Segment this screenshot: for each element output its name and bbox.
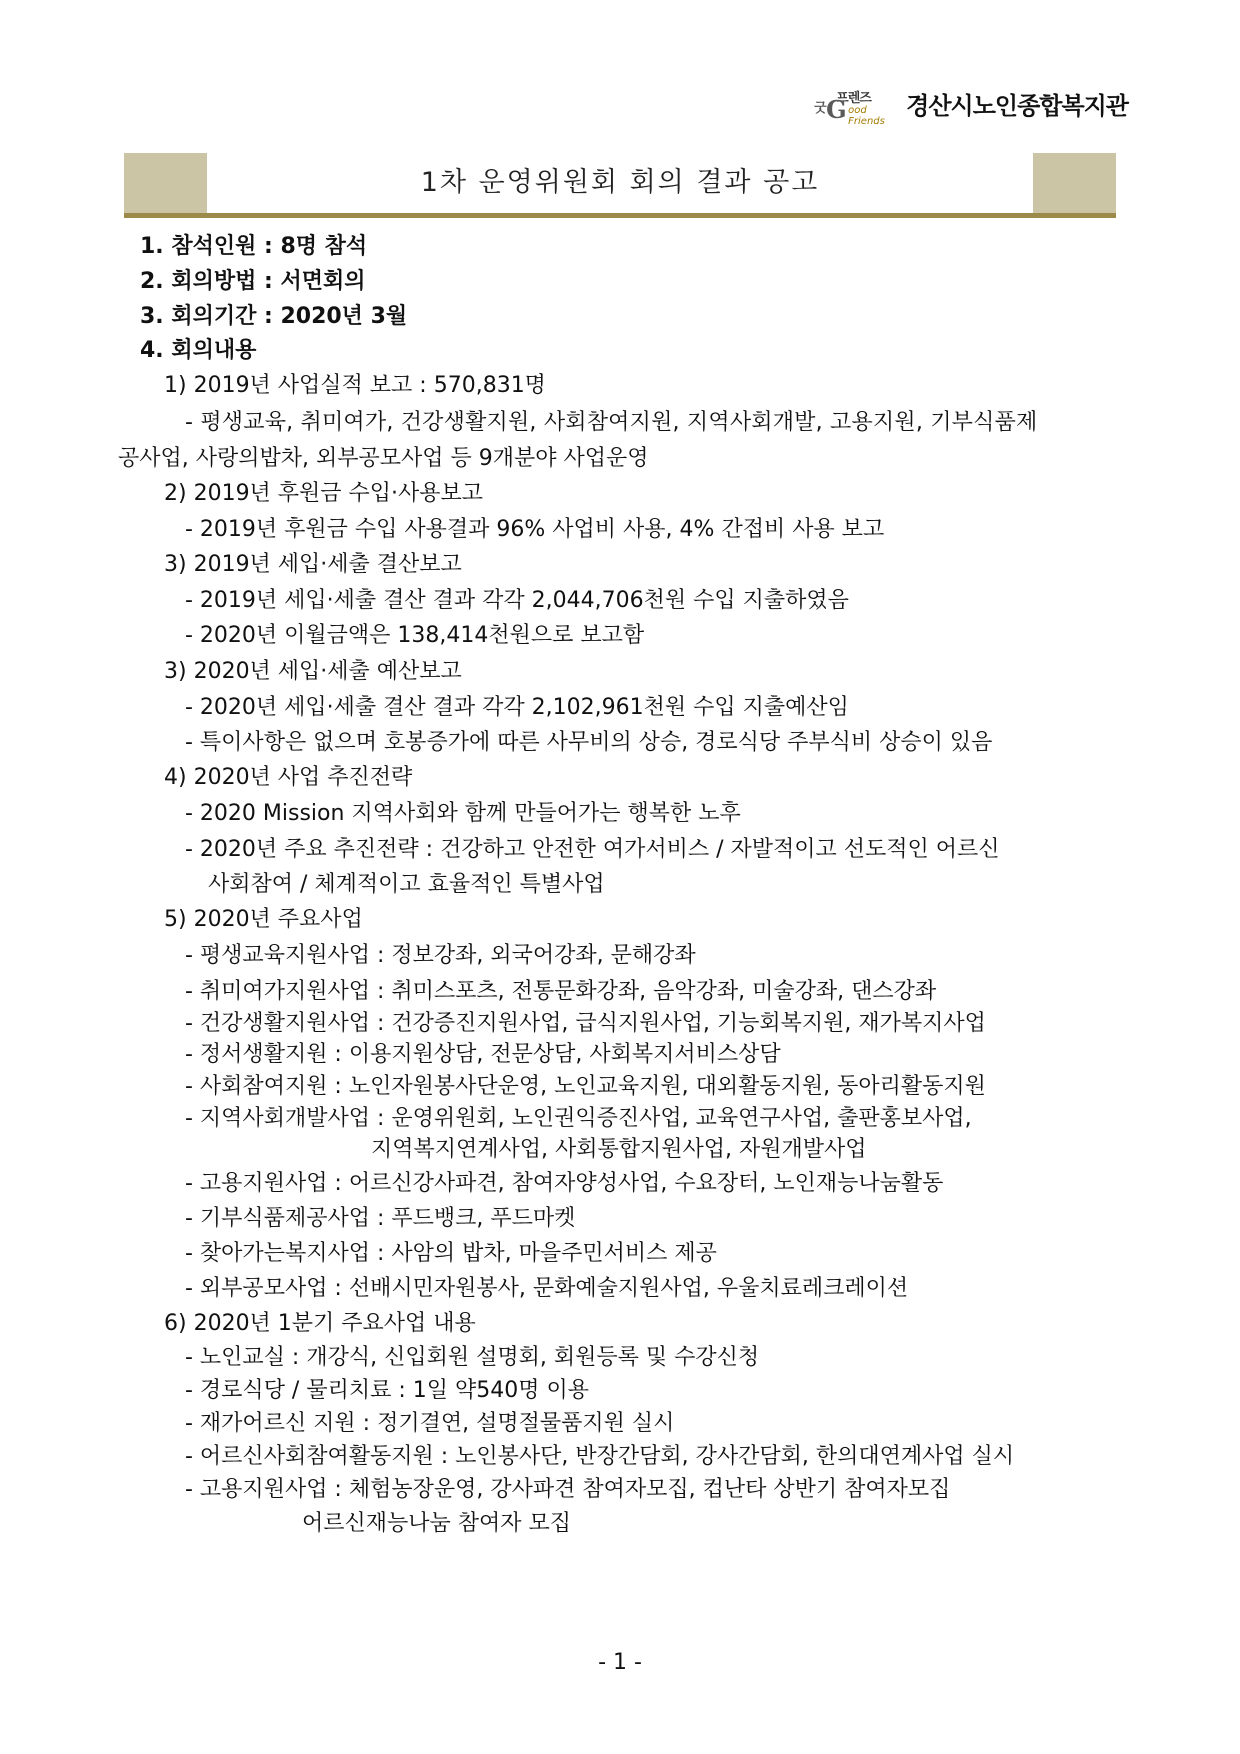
- good-friends-logo-icon: [814, 87, 900, 127]
- section-line: - 건강생활지원사업 : 건강증진지원사업, 급식지원사업, 기능회복지원, 재가복지사업: [185, 1011, 986, 1036]
- section-line: - 2019년 후원금 수입 사용결과 96% 사업비 사용, 4% 간접비 사용 보고: [185, 517, 885, 542]
- section-heading: 3) 2019년 세입·세출 결산보고: [164, 552, 462, 577]
- section-heading: 5) 2020년 주요사업: [164, 907, 363, 932]
- logo-side-text: 굿: [814, 100, 827, 116]
- section-line: - 고용지원사업 : 어르신강사파견, 참여자양성사업, 수요장터, 노인재능나눔활동: [185, 1171, 944, 1196]
- section-line: - 평생교육, 취미여가, 건강생활지원, 사회참여지원, 지역사회개발, 고용지원, 기부식품제: [185, 410, 1038, 435]
- section-heading: 3) 2020년 세입·세출 예산보고: [164, 659, 462, 684]
- section-line: - 사회참여지원 : 노인자원봉사단운영, 노인교육지원, 대외활동지원, 동아리활동지원: [185, 1074, 986, 1099]
- section-line: 지역복지연계사업, 사회통합지원사업, 자원개발사업: [371, 1137, 867, 1162]
- section-line: - 2019년 세입·세출 결산 결과 각각 2,044,706천원 수입 지출하였음: [185, 588, 849, 613]
- logo-small-text: 프렌즈: [836, 90, 871, 106]
- section-line: - 2020 Mission 지역사회와 함께 만들어가는 행복한 노후: [185, 801, 741, 826]
- section-line: - 2020년 주요 추진전략 : 건강하고 안전한 여가서비스 / 자발적이고 선도적인 어르신: [185, 837, 1000, 862]
- section-line: - 외부공모사업 : 선배시민자원봉사, 문화예술지원사업, 우울치료레크레이션: [185, 1276, 909, 1301]
- section-heading: 2) 2019년 후원금 수입·사용보고: [164, 481, 484, 506]
- section-heading: 1) 2019년 사업실적 보고 : 570,831명: [164, 373, 546, 398]
- item-attendees: 1. 참석인원 : 8명 참석: [140, 234, 368, 259]
- section-heading: 6) 2020년 1분기 주요사업 내용: [164, 1311, 476, 1336]
- item-period: 3. 회의기간 : 2020년 3월: [140, 304, 408, 329]
- page-number: - 1 -: [598, 1650, 642, 1675]
- section-line: - 2020년 이월금액은 138,414천원으로 보고함: [185, 623, 645, 648]
- section-line: - 2020년 세입·세출 결산 결과 각각 2,102,961천원 수입 지출예산임: [185, 695, 849, 720]
- logo-big-letter: G: [826, 94, 847, 124]
- section-line: - 취미여가지원사업 : 취미스포츠, 전통문화강좌, 음악강좌, 미술강좌, 댄스강좌: [185, 979, 937, 1004]
- section-line: - 특이사항은 없으며 호봉증가에 따른 사무비의 상승, 경로식당 주부식비 상승이 있음: [185, 730, 993, 755]
- section-line: 공사업, 사랑의밥차, 외부공모사업 등 9개분야 사업운영: [118, 446, 649, 471]
- section-line: - 찾아가는복지사업 : 사암의 밥차, 마을주민서비스 제공: [185, 1241, 717, 1266]
- section-line: - 재가어르신 지원 : 정기결연, 설명절물품지원 실시: [185, 1411, 675, 1436]
- org-logo: [814, 86, 1128, 127]
- section-line: - 노인교실 : 개강식, 신입회원 설명회, 회원등록 및 수강신청: [185, 1345, 760, 1370]
- item-method: 2. 회의방법 : 서면회의: [140, 269, 366, 294]
- title-bar: [124, 153, 1116, 218]
- section-heading: 4) 2020년 사업 추진전략: [164, 765, 413, 790]
- org-name: 경산시노인종합복지관: [906, 92, 1128, 120]
- section-line: - 어르신사회참여활동지원 : 노인봉사단, 반장간담회, 강사간담회, 한의대연계사업 실시: [185, 1444, 1015, 1469]
- section-line: - 정서생활지원 : 이용지원상담, 전문상담, 사회복지서비스상담: [185, 1042, 781, 1067]
- section-line: - 지역사회개발사업 : 운영위원회, 노인권익증진사업, 교육연구사업, 출판홍보사업,: [185, 1106, 972, 1131]
- section-line: - 고용지원사업 : 체험농장운영, 강사파견 참여자모집, 컵난타 상반기 참여자모집: [185, 1477, 951, 1502]
- section-line: - 경로식당 / 물리치료 : 1일 약540명 이용: [185, 1378, 589, 1403]
- section-line: 사회참여 / 체계적이고 효율적인 특별사업: [208, 872, 605, 897]
- section-line: - 기부식품제공사업 : 푸드뱅크, 푸드마켓: [185, 1206, 576, 1231]
- logo-sub-text: ood Friends: [848, 104, 885, 127]
- section-line: 어르신재능나눔 참여자 모집: [302, 1511, 572, 1536]
- page-title: 1차 운영위원회 회의 결과 공고: [420, 167, 820, 198]
- section-line: - 평생교육지원사업 : 정보강좌, 외국어강좌, 문해강좌: [185, 943, 696, 968]
- item-content: 4. 회의내용: [140, 338, 257, 363]
